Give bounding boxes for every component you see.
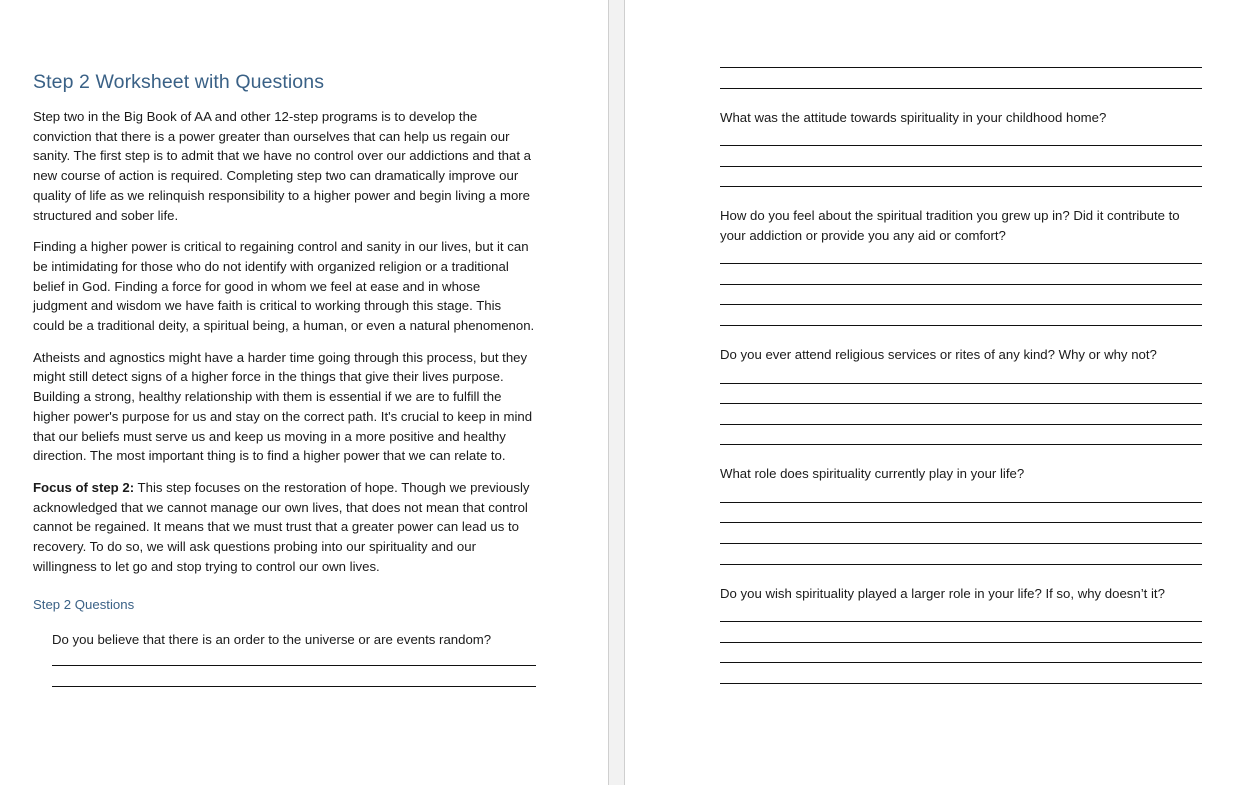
focus-text: This step focuses on the restoration of hope. Though we previously acknowledged that we cannot manage our own lives, that does not mean that control cannot be regained. It means that we must trust that a greater power can lead us to recovery. To do so, we will ask questions probing into our spirituality and our willingness to let go and stop trying to control our own lives.: [33, 479, 530, 574]
answer-lines[interactable]: [52, 650, 536, 687]
answer-line[interactable]: [720, 683, 1202, 684]
answer-line[interactable]: [720, 166, 1202, 167]
answer-line[interactable]: [720, 502, 1202, 503]
answer-lines[interactable]: [720, 127, 1202, 187]
answer-line[interactable]: [720, 522, 1202, 523]
page-title: Step 2 Worksheet with Questions: [33, 71, 325, 93]
answer-line[interactable]: [52, 686, 536, 687]
answer-line[interactable]: [720, 145, 1202, 146]
question-text: What role does spirituality currently play in your life?: [720, 466, 1025, 482]
intro-paragraph-1: Step two in the Big Book of AA and other 12-step programs is to develop the conviction that there is a power greater than ourselves that can help us regain our sanity. The first step is to admit that we have no control over our addictions and that a new course of action is required. Completing step two can dramatically improve our quality of life as we relinquish responsibility to a higher power and begin living a more structured and sober life.: [33, 109, 531, 223]
answer-line[interactable]: [720, 403, 1202, 404]
question-block: [720, 445, 1202, 564]
page-break-divider: [608, 0, 625, 785]
answer-lines[interactable]: [720, 484, 1202, 565]
question-text: Do you ever attend religious services or rites of any kind? Why or why not?: [720, 347, 1157, 363]
answer-lines[interactable]: [720, 603, 1202, 684]
question-block: [720, 187, 1202, 326]
answer-line[interactable]: [720, 424, 1202, 425]
question-text: What was the attitude towards spirituality in your childhood home?: [720, 109, 1107, 125]
question-block: [720, 565, 1202, 684]
answer-line[interactable]: [720, 67, 1202, 68]
answer-line[interactable]: [720, 662, 1202, 663]
intro-paragraph-3: Atheists and agnostics might have a harder time going through this process, but they might still detect signs of a higher force in the things that give their lives purpose. Building a strong, healthy relationship with them is essential if we are to fulfill the higher power's purpose for us and stay on the correct path. It's crucial to keep in mind that our beliefs must serve us and keep us moving in a more positive and healthy direction. The most important thing is to find a higher power that we can relate to.: [33, 349, 533, 464]
answer-line[interactable]: [720, 304, 1202, 305]
focus-label: Focus of step 2:: [33, 479, 135, 495]
question-block: [720, 89, 1202, 188]
intro-paragraph-2: Finding a higher power is critical to regaining control and sanity in our lives, but it can be intimidating for those who do not identify with organized religion or a traditional belief in God. Finding a force for good in whom we feel at ease and in whose judgment and wisdom we have faith is critical to working through this stage. This could be a traditional deity, a spiritual being, a human, or even a natural phenomenon.: [33, 239, 535, 334]
focus-paragraph: [33, 466, 536, 577]
right-page-column: [720, 0, 1202, 684]
continuation-answer-lines[interactable]: [720, 0, 1202, 89]
answer-lines[interactable]: [720, 365, 1202, 446]
answer-line[interactable]: [720, 263, 1202, 264]
answer-lines[interactable]: [720, 245, 1202, 326]
answer-line[interactable]: [720, 284, 1202, 285]
answer-line[interactable]: [720, 621, 1202, 622]
left-page-column: [33, 0, 536, 687]
answer-line[interactable]: [720, 383, 1202, 384]
question-text: Do you believe that there is an order to the universe or are events random?: [52, 632, 492, 648]
question-block: [33, 614, 536, 686]
question-block: [720, 326, 1202, 445]
questions-section-heading: Step 2 Questions: [33, 597, 135, 613]
question-text: Do you wish spirituality played a larger role in your life? If so, why doesn’t it?: [720, 585, 1165, 601]
question-text: How do you feel about the spiritual tradition you grew up in? Did it contribute to your addiction or provide you any aid or comfort?: [720, 208, 1180, 243]
answer-line[interactable]: [720, 642, 1202, 643]
answer-line[interactable]: [720, 543, 1202, 544]
answer-line[interactable]: [52, 665, 536, 666]
